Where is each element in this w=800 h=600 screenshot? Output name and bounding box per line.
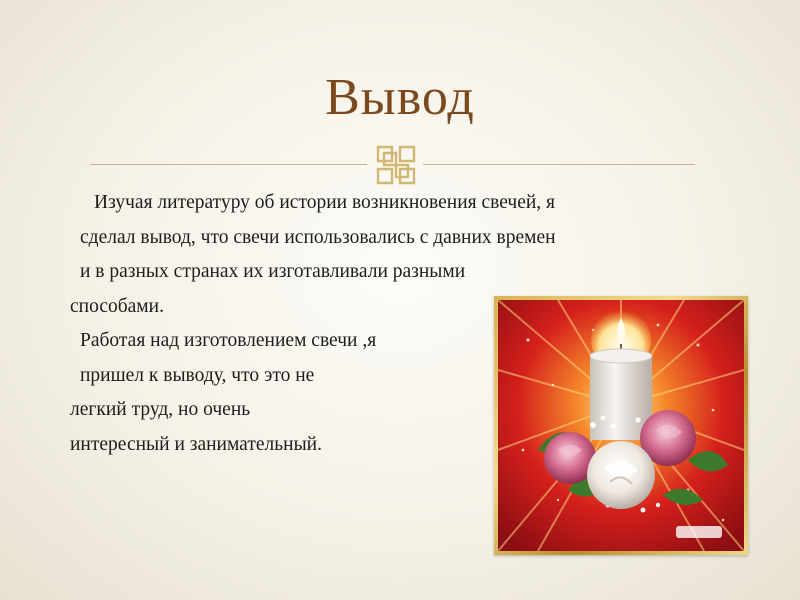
title-divider-left	[90, 164, 367, 165]
text-line: способами.	[70, 295, 164, 317]
candle-with-roses-image	[498, 300, 744, 551]
text-line: Работая над изготовлением свечи ,я	[80, 330, 377, 351]
text-line: Изучая литературу об истории возникновения свечей, я	[94, 192, 556, 213]
text-line: сделал вывод, что свечи использовались с давних времен	[80, 226, 556, 248]
text-line: и в разных странах их изготавливали разными	[80, 261, 466, 282]
title-divider-right	[423, 164, 695, 165]
text-line: пришел к выводу, что это не	[80, 364, 315, 386]
slide-title: Вывод	[325, 69, 475, 126]
candle-image-frame	[494, 296, 748, 555]
ornament-icon	[374, 143, 418, 187]
text-line: легкий труд, но очень	[70, 399, 251, 420]
text-line: интересный и занимательный.	[70, 433, 322, 455]
